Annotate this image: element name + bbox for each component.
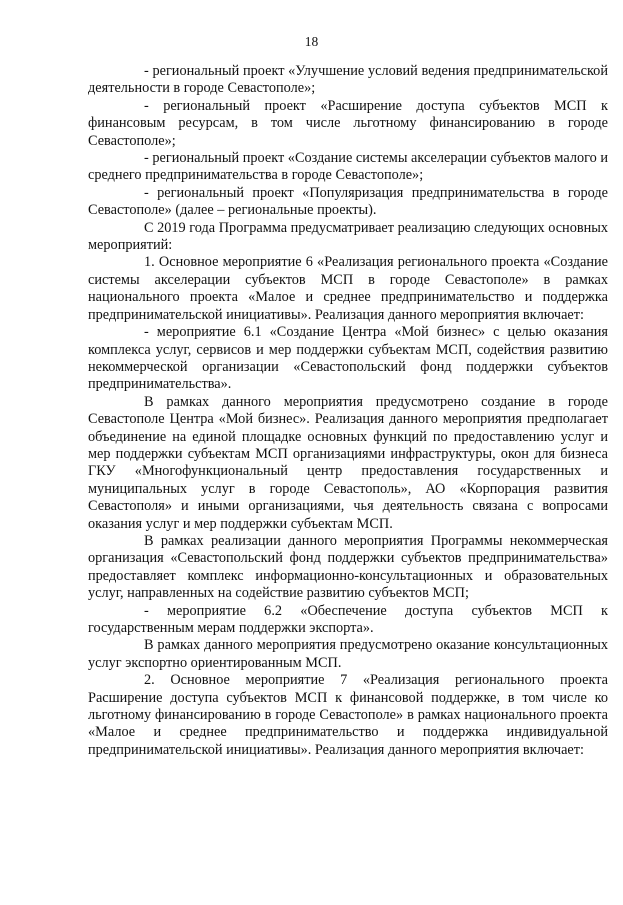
paragraph-main-activity-6: 1. Основное мероприятие 6 «Реализация регионального проекта «Создание системы акселерации субъектов МСП в городе Севастополе» в рамках национального проекта «Малое и среднее предпринимательство и поддержка предпринимательской инициативы». Реализация данного мероприятия включает: — [88, 254, 608, 323]
paragraph-program-intro: С 2019 года Программа предусматривает реализацию следующих основных мероприятий: — [88, 219, 608, 254]
paragraph-export-consulting: В рамках данного мероприятия предусмотрено оказание консультационных услуг экспортно ориентированным МСП. — [88, 637, 608, 671]
paragraph-regional-project-4: - региональный проект «Популяризация предпринимательства в городе Севастополе» (далее – региональные проекты). — [88, 184, 608, 219]
paragraph-regional-project-3: - региональный проект «Создание системы акселерации субъектов малого и среднего предпринимательства в городе Севастополе»; — [88, 150, 608, 184]
paragraph-activity-6-1: - мероприятие 6.1 «Создание Центра «Мой бизнес» с целью оказания комплекса услуг, сервисов и мер поддержки субъектам МСП, содействия развитию некоммерческой организации «Севастопольский фонд поддержки субъектов предпринимательства». — [88, 324, 608, 393]
paragraph-main-activity-7: 2. Основное мероприятие 7 «Реализация регионального проекта Расширение доступа субъектов МСП к финансовой поддержке, в том числе ко льготному финансированию в городе Севастополе» в рамках национального проекта «Малое и среднее предпринимательство и поддержка индивидуальной предпринимательской инициативы». Реализация данного мероприятия включает: — [88, 672, 608, 758]
paragraph-activity-6-2: - мероприятие 6.2 «Обеспечение доступа субъектов МСП к государственным мерам поддержки экспорта». — [88, 602, 608, 636]
paragraph-my-business-center: В рамках данного мероприятия предусмотрено создание в городе Севастополе Центра «Мой бизнес». Реализация данного мероприятия предполагает объединение на единой площадке основных функций по предоставлению услуг и мер поддержки субъектам МСП организациями инфраструктуры, окон для бизнеса ГКУ «Многофункциональный центр предоставления государственных и муниципальных услуг в городе Севастополь», АО «Корпорация развития Севастополя» и иными организациями, чья деятельность связана с вопросами оказания услуг и мер поддержки субъектам МСП. — [88, 393, 608, 532]
paragraph-regional-project-1: - региональный проект «Улучшение условий ведения предпринимательской деятельности в городе Севастополе»; — [88, 63, 608, 97]
paragraph-support-fund: В рамках реализации данного мероприятия Программы некоммерческая организация «Севастопольский фонд поддержки субъектов предпринимательства» предоставляет комплекс информационно-консультационных и образовательных услуг, направленных на содействие развитию субъектов МСП; — [88, 532, 608, 602]
document-body — [88, 63, 608, 759]
paragraph-regional-project-2: - региональный проект «Расширение доступа субъектов МСП к финансовым ресурсам, в том числе льготному финансированию в городе Севастополе»; — [88, 97, 608, 149]
page-number: 18 — [304, 34, 319, 49]
